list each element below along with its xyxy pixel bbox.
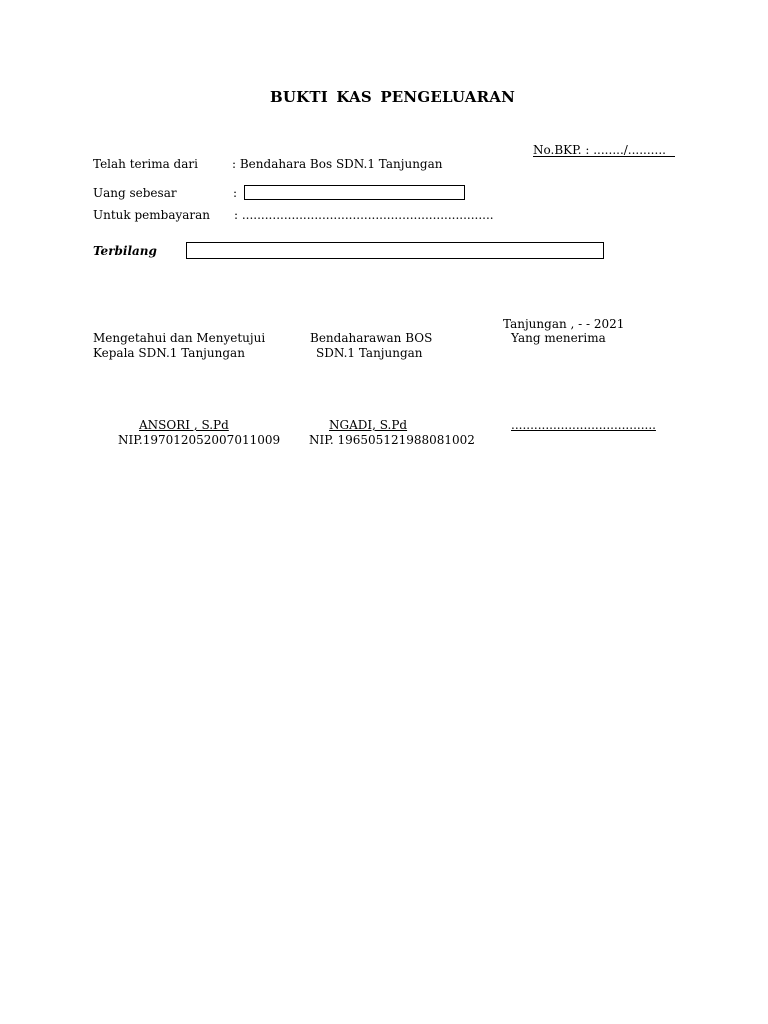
col3-line1: Yang menerima — [511, 331, 606, 345]
no-bkp-underline — [533, 156, 675, 157]
col2-name: NGADI, S.Pd — [329, 418, 408, 432]
col2-line2: SDN.1 Tanjungan — [316, 346, 423, 360]
col1-line2: Kepala SDN.1 Tanjungan — [93, 346, 245, 360]
uang-sebesar-label: Uang sebesar — [93, 186, 177, 200]
uang-sebesar-colon: : — [233, 186, 238, 200]
untuk-pembayaran-value: : .................................................................. — [234, 208, 494, 222]
uang-sebesar-box[interactable] — [244, 185, 465, 200]
col1-name: ANSORI , S.Pd — [139, 418, 229, 432]
col3-name: ...................................... — [511, 418, 656, 432]
untuk-pembayaran-label: Untuk pembayaran — [93, 208, 211, 222]
col1-line1: Mengetahui dan Menyetujui — [93, 331, 266, 345]
col2-line1: Bendaharawan BOS — [310, 331, 433, 345]
no-bkp: No.BKP. : ......../.......... — [533, 143, 666, 157]
terbilang-box[interactable] — [186, 242, 604, 259]
document-title: BUKTI KAS PENGELUARAN — [270, 88, 515, 106]
telah-terima-value: : Bendahara Bos SDN.1 Tanjungan — [232, 157, 443, 171]
place-date: Tanjungan , - - 2021 — [503, 317, 625, 331]
col2-nip: NIP. 196505121988081002 — [309, 433, 475, 447]
telah-terima-label: Telah terima dari — [93, 157, 198, 171]
col1-nip: NIP.197012052007011009 — [118, 433, 281, 447]
terbilang-label: Terbilang — [93, 244, 157, 258]
